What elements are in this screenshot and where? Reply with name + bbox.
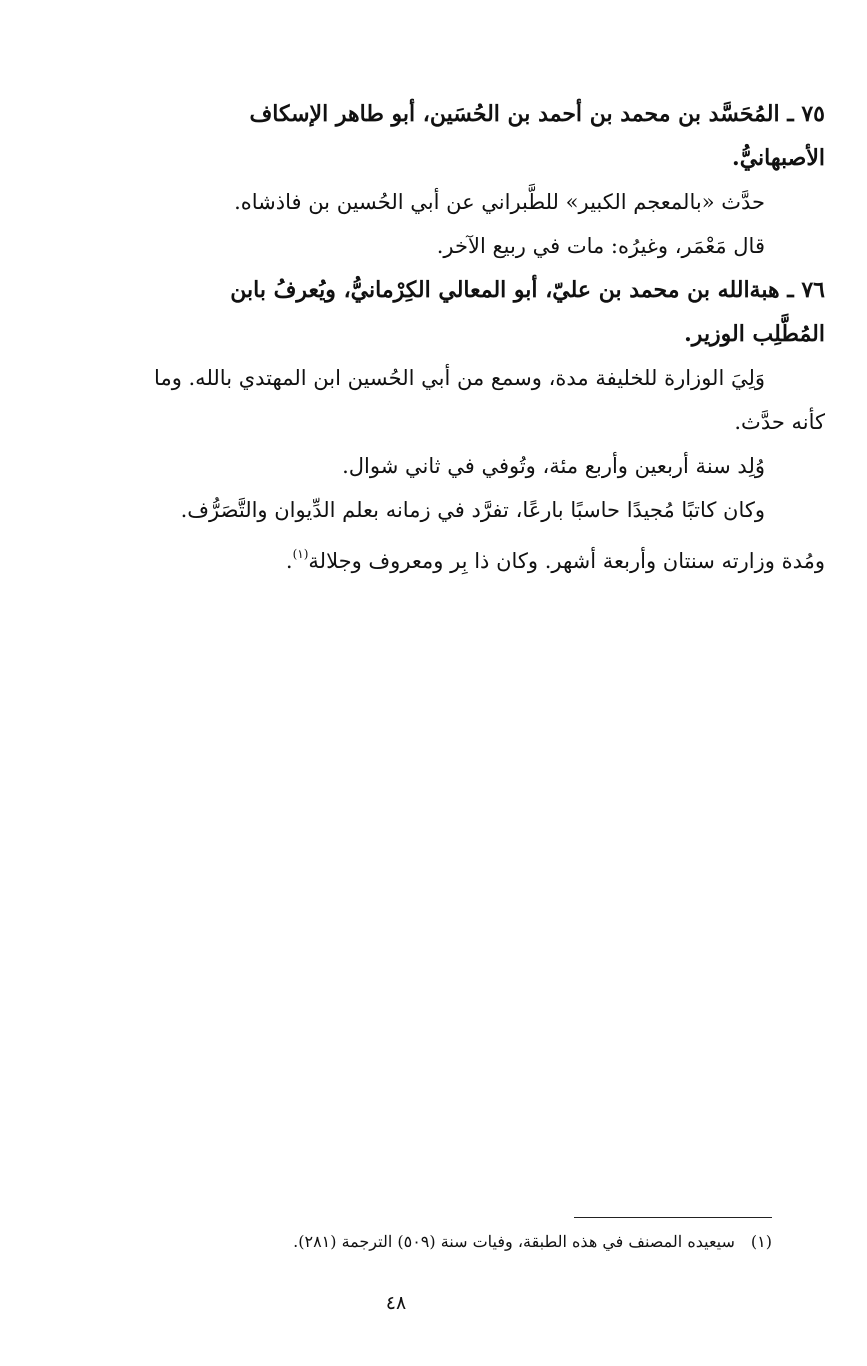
footnote [293,1232,772,1251]
main-text [35,92,825,583]
entry-75-heading-line2: الأصبهانيُّ. [732,145,825,171]
entry-76-heading-line1: ٧٦ ـ هبةالله بن محمد بن عليّ، أبو المعالي الكِرْمانيُّ، ويُعرفُ بابن [230,277,825,303]
entry-75-text-line2: قال مَعْمَر، وغيرُه: مات في ربيع الآخر. [436,234,765,258]
entry-76-text-line1: وَلِيَ الوزارة للخليفة مدة، وسمع من أبي الحُسين ابن المهتدي بالله. وما [154,366,765,390]
entry-76-text-line4: وكان كاتبًا مُجيدًا حاسبًا بارعًا، تفرَّد في زمانه بعلم الدِّيوان والتَّصَرُّف. [180,498,765,522]
entry-75-text-line1: حدَّث «بالمعجم الكبير» للطَّبراني عن أبي الحُسين بن فاذشاه. [234,190,765,214]
footnote-text: سيعيده المصنف في هذه الطبقة، وفيات سنة (٥٠٩) الترجمة (٢٨١). [293,1232,735,1251]
entry-76-text-line5: ومُدة وزارته سنتان وأربعة أشهر. وكان ذا بِر ومعروف وجلالة$^{(١)}$. [285,547,825,573]
page-number: ٤٨ [385,1292,407,1314]
entry-75-heading-line1: ٧٥ ـ المُحَسَّد بن محمد بن أحمد بن الحُسَين، أبو طاهر الإسكاف [249,101,825,127]
footnote-number: (١) [750,1232,772,1251]
entry-76-text-line5-body: ومُدة وزارته سنتان وأربعة أشهر. وكان ذا بِر ومعروف وجلالة [308,549,825,573]
entry-76-text-line2: كأنه حدَّث. [734,410,825,434]
entry-76-text-line3: وُلِد سنة أربعين وأربع مئة، وتُوفي في ثاني شوال. [342,454,765,478]
footnote-marker: (١) [292,547,309,561]
footnote-divider [574,1217,772,1218]
entry-76-heading-line2: المُطَّلِب الوزير. [684,321,825,347]
